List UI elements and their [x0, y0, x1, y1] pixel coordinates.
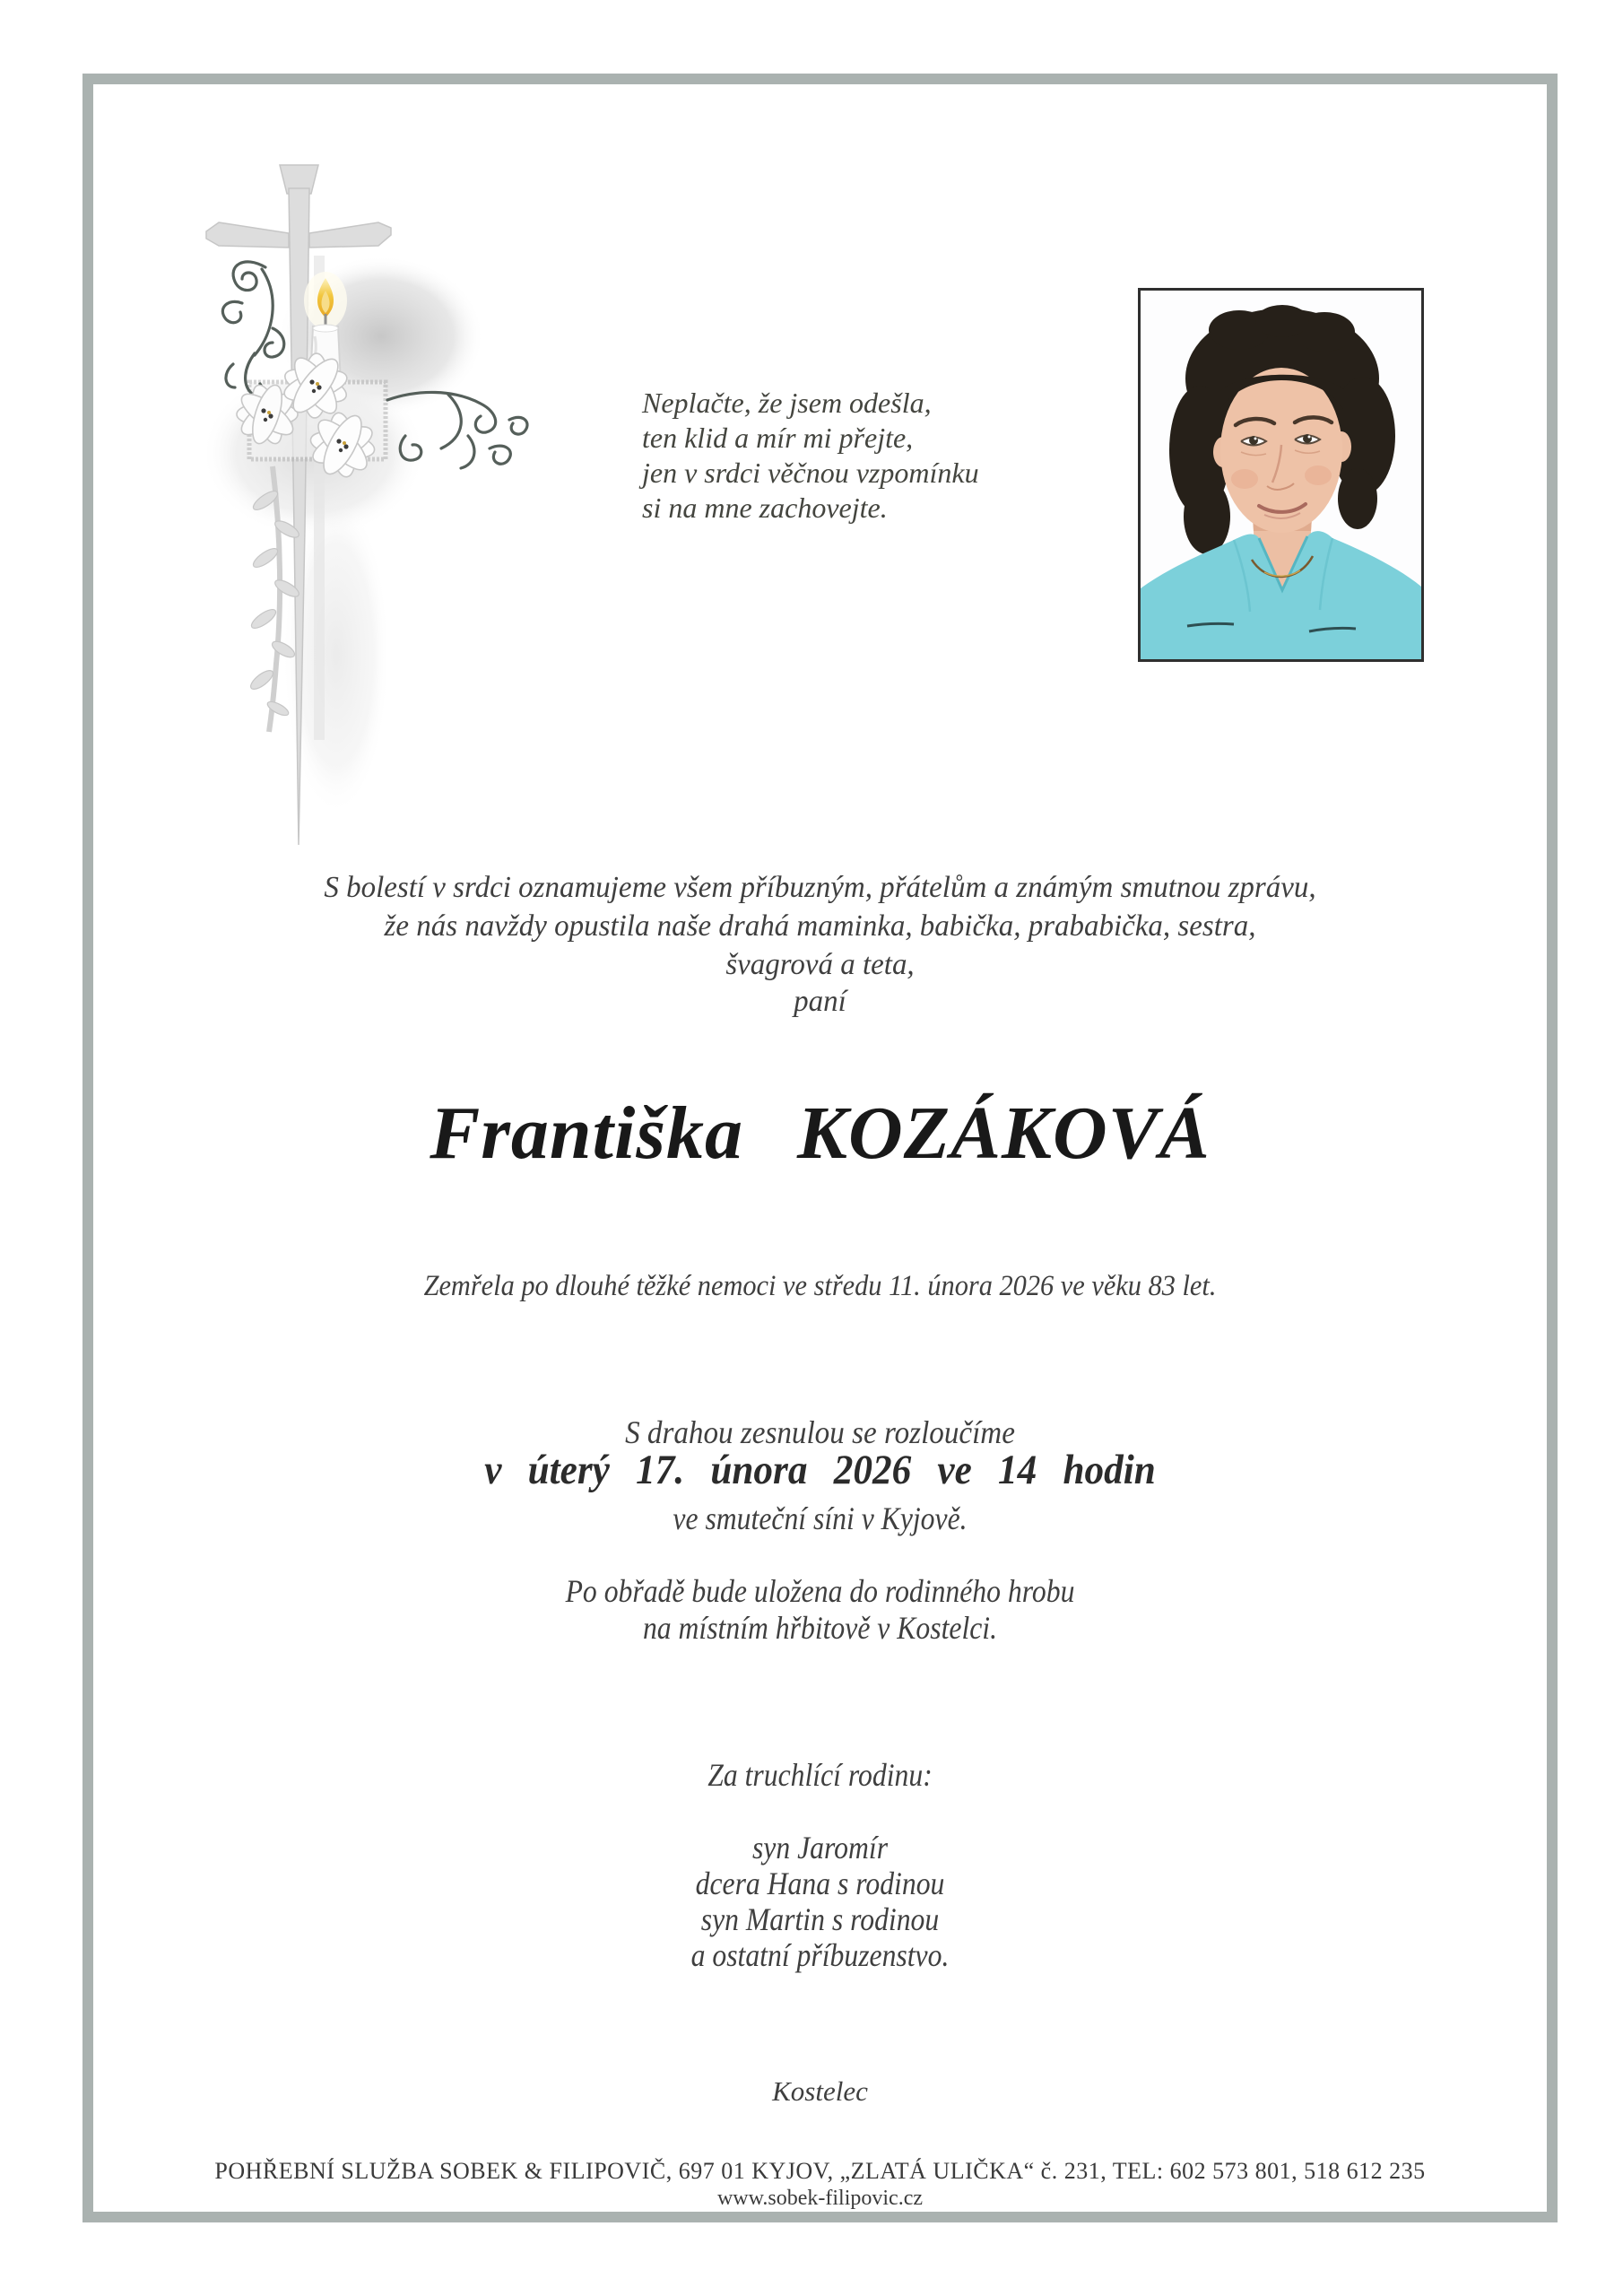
mourner: syn Jaromír [751, 1830, 889, 1866]
farewell-intro: S drahou zesnulou se rozloučíme [625, 1414, 1015, 1450]
mourner: syn Martin s rodinou [700, 1901, 940, 1937]
mourners-list [171, 1830, 1470, 1973]
memorial-art [179, 152, 583, 870]
mourners-heading: Za truchlící rodinu: [707, 1757, 933, 1793]
funeral-service-info: POHŘEBNÍ SLUŽBA SOBEK & FILIPOVIČ, 697 01 KYJOV, „ZLATÁ ULIČKA“ č. 231, TEL: 602 573 801, 518 612 235 [214, 2158, 1426, 2184]
announcement-line: že nás navždy opustila naše drahá maminka, babička, prababička, sestra, [384, 909, 1256, 943]
burial-line: Po obřadě bude uložena do rodinného hrobu [565, 1573, 1075, 1609]
announcement-line: paní [794, 985, 846, 1018]
poem [642, 386, 979, 526]
farewell-datetime: v úterý 17. února 2026 ve 14 hodin [484, 1447, 1156, 1493]
poem-line: si na mne zachovejte. [642, 491, 888, 524]
poem-line: jen v srdci věčnou vzpomínku [642, 457, 979, 489]
mourner: dcera Hana s rodinou [695, 1866, 945, 1901]
deceased-name: Františka KOZÁKOVÁ [430, 1091, 1211, 1175]
poem-line: Neplačte, že jsem odešla, [642, 387, 932, 419]
burial-line: na místním hřbitově v Kostelci. [642, 1610, 998, 1646]
poem-line: ten klid a mír mi přejte, [642, 422, 914, 454]
death-info: Zemřela po dlouhé těžké nemoci ve středu 11. února 2026 ve věku 83 let. [423, 1270, 1217, 1302]
location: Kostelec [772, 2075, 868, 2107]
portrait-illustration [1141, 291, 1421, 659]
mourner: a ostatní příbuzenstvo. [690, 1937, 950, 1973]
announcement-line: švagrová a teta, [725, 948, 915, 981]
announcement-line: S bolestí v srdci oznamujeme všem příbuzným, přátelům a známým smutnou zprávu, [324, 871, 1316, 904]
portrait-photo [1138, 288, 1424, 662]
cross-candle-lilies-icon [179, 152, 583, 870]
farewell-place: ve smuteční síni v Kyjově. [673, 1500, 968, 1536]
funeral-service-website: www.sobek-filipovic.cz [716, 2187, 924, 2210]
